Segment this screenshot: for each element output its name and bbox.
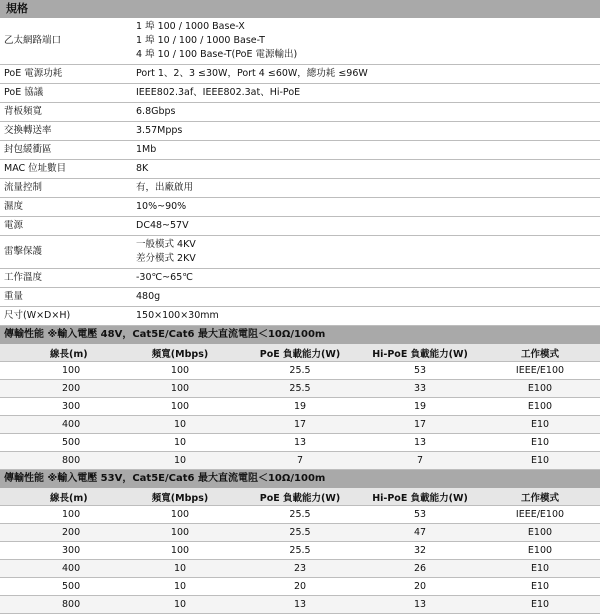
table-cell: 13 xyxy=(240,596,360,614)
table-cell: 10 xyxy=(120,596,240,614)
column-header: Hi-PoE 負載能力(W) xyxy=(360,488,480,506)
table-cell: 19 xyxy=(360,398,480,416)
specs-title: 規格 xyxy=(0,0,600,18)
table-cell: 47 xyxy=(360,524,480,542)
spec-value: -30℃~65℃ xyxy=(136,272,193,283)
spec-row xyxy=(0,236,600,269)
spec-value: 有，出廠啟用 xyxy=(136,182,194,193)
table-cell: 10 xyxy=(120,560,240,578)
table-cell: 100 xyxy=(120,398,240,416)
spec-value: 480g xyxy=(136,291,161,302)
spec-value: 1 埠 10 / 100 / 1000 Base-T xyxy=(136,35,265,46)
table-cell: E100 xyxy=(480,524,600,542)
spec-row xyxy=(0,18,600,65)
spec-value: 150×100×30mm xyxy=(136,310,219,321)
spec-row xyxy=(0,179,600,198)
table-cell: 100 xyxy=(120,380,240,398)
spec-value-cell xyxy=(132,236,600,269)
spec-key: 交換轉送率 xyxy=(0,122,132,141)
perf1-title: 傳輸性能 ※輸入電壓 48V，Cat5E/Cat6 最大直流電阻＜10Ω/100m xyxy=(0,326,600,344)
spec-value-cell xyxy=(132,103,600,122)
table-cell: 19 xyxy=(240,398,360,416)
column-header: 頻寬(Mbps) xyxy=(120,488,240,506)
spec-value-cell xyxy=(132,141,600,160)
table-cell: E10 xyxy=(480,452,600,470)
spec-key: 電源 xyxy=(0,217,132,236)
spec-row xyxy=(0,198,600,217)
table-row xyxy=(0,506,600,524)
table-cell: 800 xyxy=(0,452,120,470)
table-cell: IEEE/E100 xyxy=(480,506,600,524)
spec-value-cell xyxy=(132,217,600,236)
column-header: 工作模式 xyxy=(480,488,600,506)
table-cell: 100 xyxy=(120,524,240,542)
table-cell: E100 xyxy=(480,380,600,398)
table-row xyxy=(0,560,600,578)
spec-value-cell xyxy=(132,122,600,141)
table-cell: 53 xyxy=(360,362,480,380)
table-cell: 200 xyxy=(0,524,120,542)
column-header: PoE 負載能力(W) xyxy=(240,344,360,362)
spec-value-cell xyxy=(132,18,600,65)
spec-row xyxy=(0,122,600,141)
table-cell: 25.5 xyxy=(240,524,360,542)
perf2-table xyxy=(0,488,600,614)
spec-value: 10%~90% xyxy=(136,201,187,212)
spec-value: 6.8Gbps xyxy=(136,106,176,117)
column-header: 線長(m) xyxy=(0,488,120,506)
table-cell: 10 xyxy=(120,416,240,434)
table-cell: 7 xyxy=(360,452,480,470)
table-cell: 300 xyxy=(0,542,120,560)
spec-key: 背板頻寬 xyxy=(0,103,132,122)
table-row xyxy=(0,524,600,542)
spec-value: 4 埠 10 / 100 Base-T(PoE 電源輸出) xyxy=(136,49,298,60)
column-header: Hi-PoE 負載能力(W) xyxy=(360,344,480,362)
table-cell: 100 xyxy=(0,362,120,380)
spec-row xyxy=(0,103,600,122)
table-cell: 500 xyxy=(0,434,120,452)
table-row xyxy=(0,578,600,596)
table-cell: E100 xyxy=(480,398,600,416)
table-cell: 100 xyxy=(120,362,240,380)
table-cell: 500 xyxy=(0,578,120,596)
table-cell: 20 xyxy=(360,578,480,596)
table-row xyxy=(0,452,600,470)
spec-row xyxy=(0,65,600,84)
spec-value: 1Mb xyxy=(136,144,157,155)
spec-row xyxy=(0,307,600,326)
table-cell: 25.5 xyxy=(240,506,360,524)
table-row xyxy=(0,434,600,452)
spec-value-cell xyxy=(132,160,600,179)
specs-table xyxy=(0,18,600,326)
spec-value: IEEE802.3af、IEEE802.3at、Hi-PoE xyxy=(136,87,301,98)
table-cell: 32 xyxy=(360,542,480,560)
spec-key: PoE 協議 xyxy=(0,84,132,103)
spec-row xyxy=(0,160,600,179)
table-cell: IEEE/E100 xyxy=(480,362,600,380)
spec-value-cell xyxy=(132,288,600,307)
table-cell: 13 xyxy=(360,434,480,452)
spec-key: 乙太網路端口 xyxy=(0,18,132,65)
spec-value: 差分模式 2KV xyxy=(136,253,196,264)
table-row xyxy=(0,362,600,380)
spec-value-cell xyxy=(132,307,600,326)
table-cell: 7 xyxy=(240,452,360,470)
spec-value: 8K xyxy=(136,163,149,174)
table-cell: E10 xyxy=(480,578,600,596)
table-cell: E10 xyxy=(480,416,600,434)
table-cell: 25.5 xyxy=(240,362,360,380)
table-cell: 200 xyxy=(0,380,120,398)
table-cell: 26 xyxy=(360,560,480,578)
spec-key: 濕度 xyxy=(0,198,132,217)
spec-key: 雷擊保護 xyxy=(0,236,132,269)
spec-row xyxy=(0,269,600,288)
table-cell: 53 xyxy=(360,506,480,524)
spec-value-cell xyxy=(132,198,600,217)
table-cell: 100 xyxy=(120,542,240,560)
spec-value-cell xyxy=(132,269,600,288)
table-row xyxy=(0,416,600,434)
spec-value: 一般模式 4KV xyxy=(136,239,196,250)
table-row xyxy=(0,542,600,560)
spec-key: 重量 xyxy=(0,288,132,307)
spec-value: DC48~57V xyxy=(136,220,189,231)
spec-value: 3.57Mpps xyxy=(136,125,183,136)
table-cell: 400 xyxy=(0,416,120,434)
spec-value: 1 埠 100 / 1000 Base-X xyxy=(136,21,245,32)
spec-value-cell xyxy=(132,84,600,103)
table-cell: 10 xyxy=(120,434,240,452)
spec-row xyxy=(0,141,600,160)
table-cell: 23 xyxy=(240,560,360,578)
spec-row xyxy=(0,217,600,236)
spec-key: 封包緩衝區 xyxy=(0,141,132,160)
table-cell: 17 xyxy=(360,416,480,434)
table-cell: 100 xyxy=(0,506,120,524)
perf1-table xyxy=(0,344,600,470)
table-cell: 300 xyxy=(0,398,120,416)
table-cell: 25.5 xyxy=(240,380,360,398)
table-cell: 20 xyxy=(240,578,360,596)
table-cell: E100 xyxy=(480,542,600,560)
spec-row xyxy=(0,84,600,103)
spec-key: 工作溫度 xyxy=(0,269,132,288)
table-row xyxy=(0,398,600,416)
spec-value-cell xyxy=(132,179,600,198)
table-cell: E10 xyxy=(480,434,600,452)
spec-value-cell xyxy=(132,65,600,84)
spec-key: PoE 電源功耗 xyxy=(0,65,132,84)
spec-key: 尺寸(W×D×H) xyxy=(0,307,132,326)
perf2-title: 傳輸性能 ※輸入電壓 53V，Cat5E/Cat6 最大直流電阻＜10Ω/100m xyxy=(0,470,600,488)
spec-value: Port 1、2、3 ≤30W，Port 4 ≤60W，總功耗 ≤96W xyxy=(136,68,368,79)
table-cell: 25.5 xyxy=(240,542,360,560)
column-header: 頻寬(Mbps) xyxy=(120,344,240,362)
column-header: 工作模式 xyxy=(480,344,600,362)
table-cell: 17 xyxy=(240,416,360,434)
table-cell: 13 xyxy=(360,596,480,614)
table-cell: 10 xyxy=(120,578,240,596)
column-header: 線長(m) xyxy=(0,344,120,362)
table-cell: E10 xyxy=(480,596,600,614)
spec-key: 流量控制 xyxy=(0,179,132,198)
table-row xyxy=(0,380,600,398)
spec-row xyxy=(0,288,600,307)
column-header: PoE 負載能力(W) xyxy=(240,488,360,506)
table-cell: 800 xyxy=(0,596,120,614)
table-row xyxy=(0,596,600,614)
table-cell: 100 xyxy=(120,506,240,524)
table-cell: 33 xyxy=(360,380,480,398)
table-cell: 10 xyxy=(120,452,240,470)
table-cell: 13 xyxy=(240,434,360,452)
table-cell: 400 xyxy=(0,560,120,578)
spec-key: MAC 位址數目 xyxy=(0,160,132,179)
table-cell: E10 xyxy=(480,560,600,578)
